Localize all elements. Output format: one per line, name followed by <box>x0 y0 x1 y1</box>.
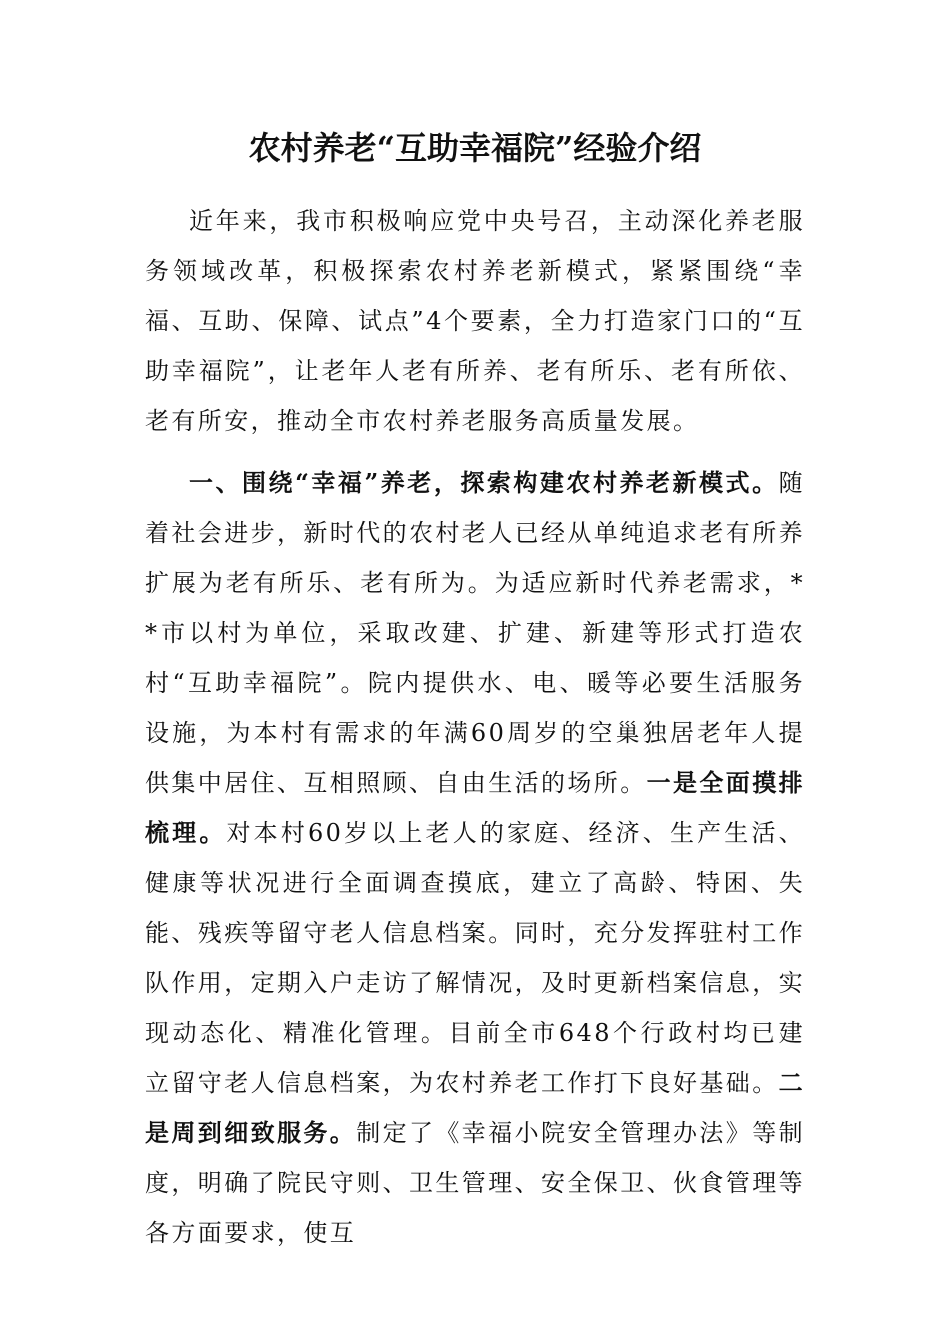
section-1-heading: 一、围绕“幸福”养老，探索构建农村养老新模式。 <box>189 468 779 497</box>
section-1-text-3: 制定了《幸福小院安全管理办法》等制度，明确了院民守则、卫生管理、安全保卫、伙食管理等各方面要求，使互 <box>145 1119 806 1247</box>
section-1-text-1: 随着社会进步，新时代的农村老人已经从单纯追求老有所养扩展为老有所乐、老有所为。为适应新时代养老需求，**市以村为单位，采取改建、扩建、新建等形式打造农村“互助幸福院”。院内提供水、电、暖等必要生活服务设施，为本村有需求的年满60周岁的空巢独居老年人提供集中居住、互相照顾、自由生活的场所。 <box>145 469 805 797</box>
section-1-text-2: 对本村60岁以上老人的家庭、经济、生产生活、健康等状况进行全面调查摸底，建立了高龄、特困、失能、残疾等留守老人信息档案。同时，充分发挥驻村工作队作用，定期入户走访了解情况，及时更新档案信息，实现动态化、精准化管理。目前全市648个行政村均已建立留守老人信息档案，为农村养老工作打下良好基础。 <box>145 819 805 1097</box>
section-1-paragraph <box>145 458 805 1258</box>
intro-paragraph: 近年来，我市积极响应党中央号召，主动深化养老服务领域改革，积极探索农村养老新模式，紧紧围绕“幸福、互助、保障、试点”4个要素，全力打造家门口的“互助幸福院”，让老年人老有所养、老有所乐、老有所依、老有所安，推动全市农村养老服务高质量发展。 <box>145 207 805 435</box>
document-title: 农村养老“互助幸福院”经验介绍 <box>248 129 702 167</box>
point-1-heading: 一是全面摸排梳理。 <box>145 768 806 847</box>
point-2-heading: 二是周到细致服务。 <box>145 1068 806 1147</box>
